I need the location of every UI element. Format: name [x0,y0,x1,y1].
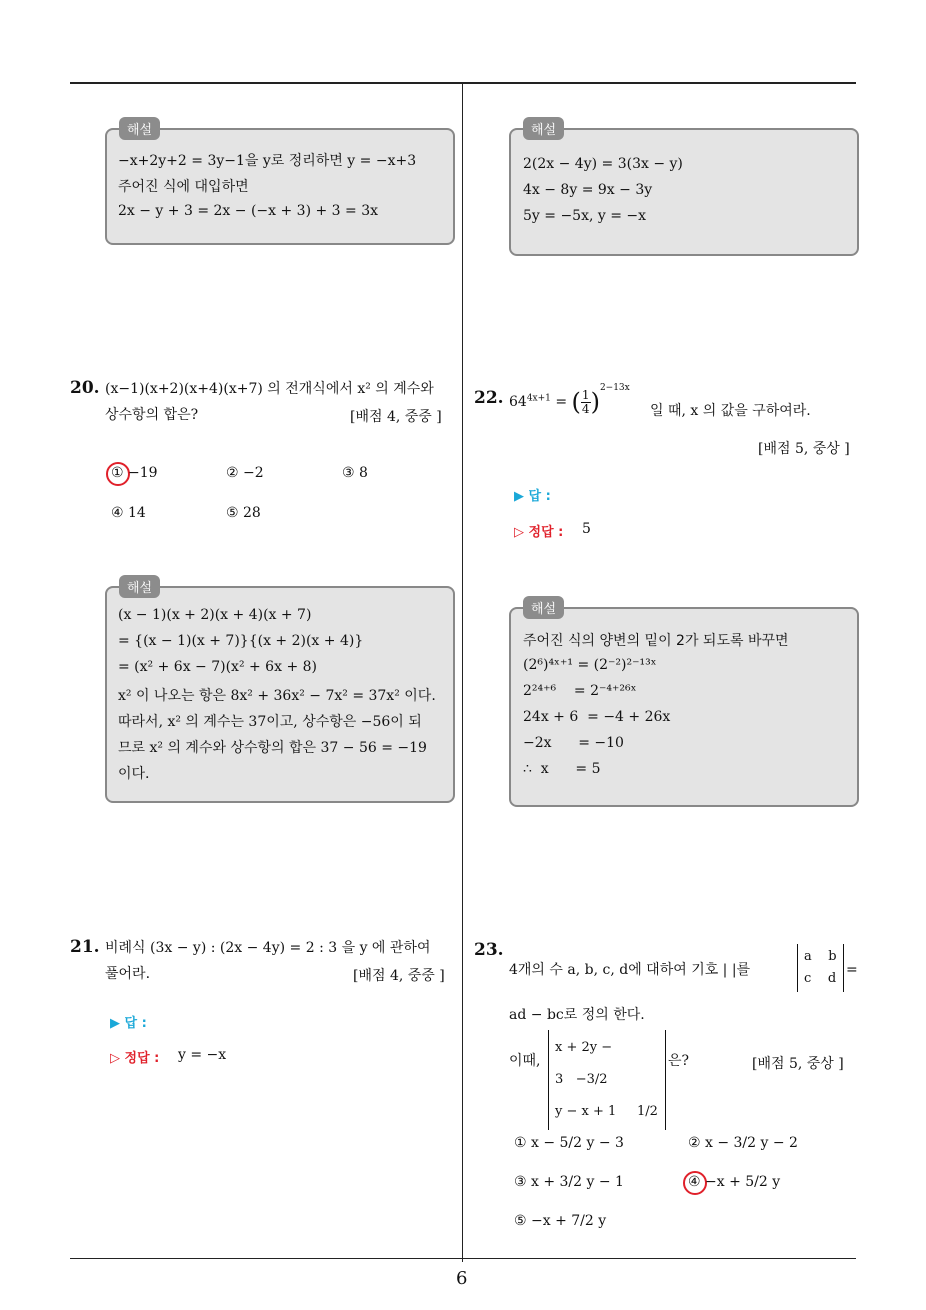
choice-5[interactable]: ⑤ −x + 7/2 y [514,1213,607,1229]
page-number: 6 [456,1268,468,1289]
explain-line: −2x = −10 [523,735,624,751]
choice-3[interactable]: ③ 8 [342,465,368,481]
question-text: 이때, [509,1053,541,1069]
explain-line: 2(2x − 4y) = 3(3x − y) [523,156,683,172]
explain-line: 2x − y + 3 = 2x − (−x + 3) + 3 = 3x [118,203,379,219]
top-rule [70,82,856,84]
score-label: [배점 4, 중중 ] [350,409,442,425]
explain-line: 이다. [118,766,150,782]
correct-label: ▷ 정답 : [514,525,564,540]
expr-exponent-2: 2−13x [599,383,630,394]
explain-line: 4x − 8y = 9x − 3y [523,182,653,198]
answer-label: ▶ 답 : [110,1016,147,1031]
equals-sign: = [846,962,858,978]
score-label: [배점 5, 중상 ] [752,1056,844,1072]
correct-value: 5 [582,521,591,537]
bottom-rule [70,1258,856,1259]
question-text: 비례식 (3x − y) : (2x − 4y) = 2 : 3 을 y 에 관하여 [105,940,431,956]
column-divider [462,82,463,1262]
explain-line: 24x + 6 = −4 + 26x [523,709,671,725]
explain-line: −x+2y+2 = 3y−1을 y로 정리하면 y = −x+3 [118,153,417,169]
choice-2[interactable]: ② −2 [226,465,264,481]
choice-4[interactable]: ④ 14 [111,505,146,521]
explain-line: 주어진 식의 양변의 밑이 2가 되도록 바꾸면 [523,633,789,649]
fraction: $\frac{1}{4}$ [581,387,590,416]
explain-line: 5y = −5x, y = −x [523,208,647,224]
explain-tag: 해설 [119,117,160,140]
answer-label: ▶ 답 : [514,489,551,504]
explain-line: ∴ x = 5 [523,761,601,777]
choice-5[interactable]: ⑤ 28 [226,505,261,521]
explain-tag: 해설 [523,117,564,140]
explain-line: 므로 x² 의 계수와 상수항의 합은 37 − 56 = −19 [118,740,427,756]
question-number: 21. [70,937,100,957]
expr-exponent: 4x+1 [526,393,551,404]
question-text: (x−1)(x+2)(x+4)(x+7) 의 전개식에서 x² 의 계수와 [105,381,434,397]
explain-line: = (x² + 6x − 7)(x² + 6x + 8) [118,659,317,675]
explain-line: x² 이 나오는 항은 8x² + 36x² − 7x² = 37x² 이다. [118,688,436,704]
choice-4[interactable]: ④ −x + 5/2 y [688,1174,781,1190]
explain-tag: 해설 [119,575,160,598]
expr-equals: = [550,394,572,410]
determinant-symbol: a b c d [797,944,844,992]
correct-label: ▷ 정답 : [110,1051,160,1066]
choice-2[interactable]: ② x − 3/2 y − 2 [688,1135,798,1151]
explain-tag: 해설 [523,596,564,619]
question-number: 20. [70,378,100,398]
question-text: ad − bc로 정의 한다. [509,1007,645,1023]
question-text: 풀어라. [105,966,151,982]
determinant-matrix: x + 2y − 3 −3/2 y − x + 1 1/2 [548,1030,666,1130]
question-number: 22. [474,388,504,408]
question-expression: $64^{4x+1}$ = ( $\frac{1}{4}$ )$^{2-13x}$ [509,383,630,416]
explain-line: 2²⁴⁺⁶ = 2⁻⁴⁺²⁶ˣ [523,683,637,699]
score-label: [배점 4, 중중 ] [353,968,445,984]
explain-line: 주어진 식에 대입하면 [118,179,249,195]
choice-3[interactable]: ③ x + 3/2 y − 1 [514,1174,624,1190]
question-number: 23. [474,940,504,960]
choice-1[interactable]: ① x − 5/2 y − 3 [514,1135,624,1151]
explain-line: = {(x − 1)(x + 7)}{(x + 2)(x + 4)} [118,633,364,649]
expr-base: 64 [509,394,527,410]
explain-line: (2⁶)⁴ˣ⁺¹ = (2⁻²)²⁻¹³ˣ [523,657,657,673]
question-text: 일 때, x 의 값을 구하여라. [650,403,811,419]
question-text: 4개의 수 a, b, c, d에 대하여 기호 | |를 [509,962,751,978]
explain-line: (x − 1)(x + 2)(x + 4)(x + 7) [118,607,312,623]
choice-1[interactable]: ① −19 [111,465,158,481]
question-text: 은? [668,1053,690,1069]
score-label: [배점 5, 중상 ] [758,441,850,457]
explain-line: 따라서, x² 의 계수는 37이고, 상수항은 −56이 되 [118,714,422,730]
correct-value: y = −x [178,1047,227,1063]
question-text: 상수항의 합은? [105,407,199,423]
